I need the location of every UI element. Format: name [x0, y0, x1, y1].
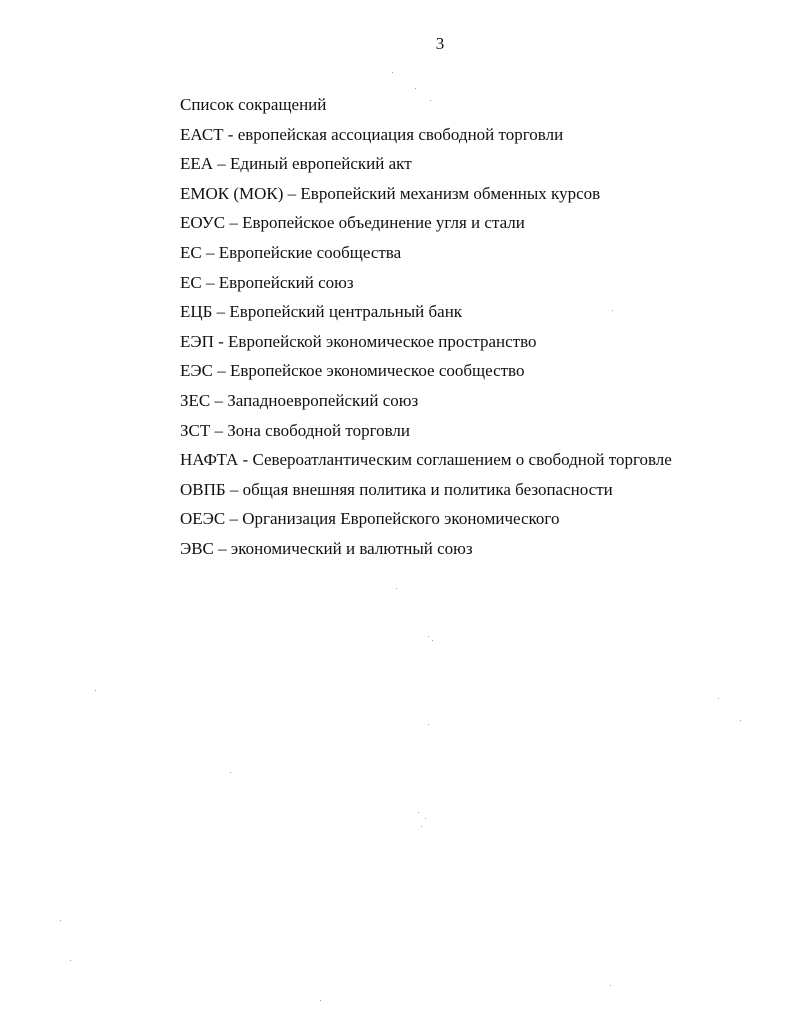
scan-speck: [415, 88, 416, 89]
abbreviation-item: НАФТА - Североатлантическим соглашением о свободной торговле: [180, 450, 672, 470]
scan-speck: [428, 724, 429, 725]
abbreviation-item: ОВПБ – общая внешняя политика и политика безопасности: [180, 479, 613, 499]
section-title: Список сокращений: [180, 95, 327, 114]
abbreviation-item: ЕЦБ – Европейский центральный банк: [180, 302, 463, 322]
abbreviation-item: ЕС – Европейские сообщества: [180, 242, 402, 262]
abbreviation-item: ЕМОК (МОК) – Европейский механизм обменных курсов: [180, 183, 601, 203]
abbreviation-item: ЕЕА – Единый европейский акт: [180, 154, 412, 174]
scan-speck: [740, 720, 741, 721]
scan-speck: [610, 985, 611, 986]
scan-speck: [392, 72, 393, 73]
scan-speck: [95, 690, 96, 691]
scan-speck: [421, 826, 422, 827]
abbreviation-item: ЗЕС – Западноевропейский союз: [180, 390, 419, 410]
scan-speck: [70, 960, 71, 961]
scan-speck: [432, 640, 433, 641]
scan-speck: [718, 698, 719, 699]
abbreviation-item: ЭВС – экономический и валютный союз: [180, 538, 473, 558]
page-number: 3: [435, 34, 445, 53]
scan-speck: [612, 310, 613, 311]
scan-speck: [230, 772, 231, 773]
abbreviation-item: ЕС – Европейский союз: [180, 272, 354, 292]
scan-speck: [425, 818, 426, 819]
scan-speck: [430, 100, 431, 101]
abbreviation-item: ЕАСТ - европейская ассоциация свободной торговли: [180, 124, 564, 144]
scan-speck: [428, 636, 429, 637]
abbreviation-list: [180, 120, 780, 564]
abbreviation-item: ЕЭП - Европейской экономическое пространство: [180, 331, 537, 351]
scan-speck: [320, 1000, 321, 1001]
scan-speck: [418, 812, 419, 813]
abbreviations-section: [180, 90, 780, 564]
abbreviation-item: ЗСТ – Зона свободной торговли: [180, 420, 410, 440]
abbreviation-item: ЕЭС – Европейское экономическое сообщество: [180, 361, 525, 381]
scan-speck: [60, 920, 61, 921]
abbreviation-item: ОЕЭС – Организация Европейского экономического: [180, 509, 560, 529]
scan-speck: [396, 588, 397, 589]
abbreviation-item: ЕОУС – Европейское объединение угля и стали: [180, 213, 525, 233]
